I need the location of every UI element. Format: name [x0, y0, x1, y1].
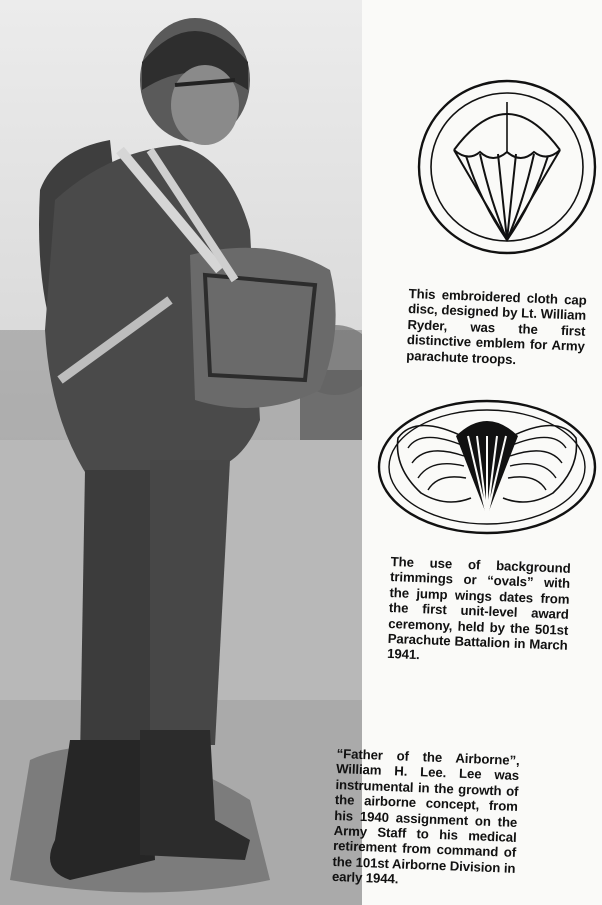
caption-william-lee: “Father of the Airborne”, William H. Lee. Lee was instrumental in the growth of the airborne concept, from his 1940 assignment on the Army Staff to his medical retirement from command of the 101st Airborne Division in early 1944.	[331, 746, 520, 887]
jump-wings-oval-icon	[376, 398, 598, 536]
caption-ovals: The use of background trimmings or “ovals” with the jump wings dates from the first unit-level award ceremony, held by the 501st Parachute Battalion in March 1941.	[386, 554, 571, 663]
caption-cap-disc: This embroidered cloth cap disc, designed by Lt. William Ryder, was the first distinctive emblem for Army parachute troops.	[406, 286, 587, 367]
parachute-cap-disc-icon	[416, 78, 598, 256]
